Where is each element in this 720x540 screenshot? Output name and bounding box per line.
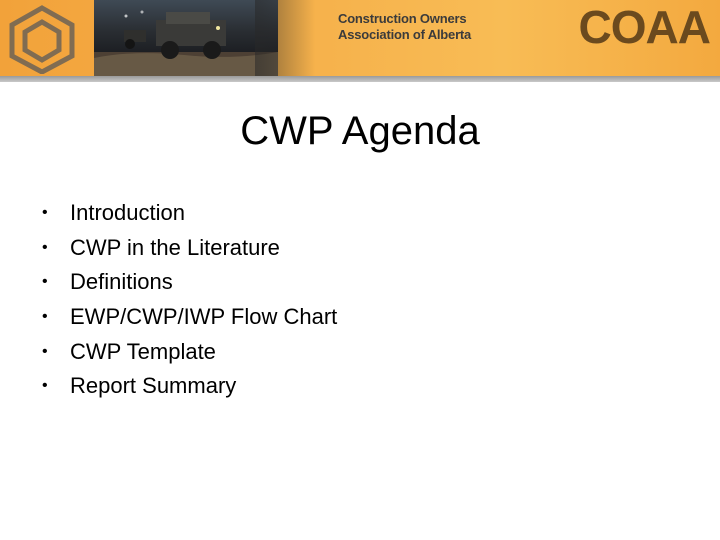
bullet-icon: •: [42, 342, 48, 360]
bullet-icon: •: [42, 238, 48, 256]
bullet-icon: •: [42, 377, 48, 395]
bullet-icon: •: [42, 273, 48, 291]
photo-fade: [255, 0, 315, 76]
agenda-item: [42, 369, 337, 404]
organization-name: [338, 11, 471, 43]
agenda-item-label: Introduction: [70, 200, 185, 226]
mining-truck-photo: [94, 0, 278, 76]
bullet-icon: •: [42, 308, 48, 326]
agenda-item: [42, 334, 337, 369]
agenda-item-label: CWP Template: [70, 338, 216, 364]
org-line-1: Construction Owners: [338, 11, 467, 26]
hexagon-logo-icon: [6, 4, 78, 74]
agenda-item: [42, 196, 337, 231]
bullet-icon: •: [42, 204, 48, 222]
agenda-item-label: CWP in the Literature: [70, 234, 280, 260]
agenda-item-label: Report Summary: [70, 373, 237, 399]
slide-title: CWP Agenda: [240, 109, 480, 153]
agenda-item: [42, 265, 337, 300]
agenda-item: [42, 231, 337, 266]
header-banner: [0, 0, 720, 76]
agenda-item-label: EWP/CWP/IWP Flow Chart: [70, 304, 338, 330]
org-line-2: Association of Alberta: [338, 27, 472, 42]
agenda-item: [42, 300, 337, 335]
brand-wordmark: COAA: [578, 1, 710, 53]
agenda-item-label: Definitions: [70, 269, 173, 295]
agenda-list: [42, 196, 337, 404]
header-divider: [0, 76, 720, 82]
